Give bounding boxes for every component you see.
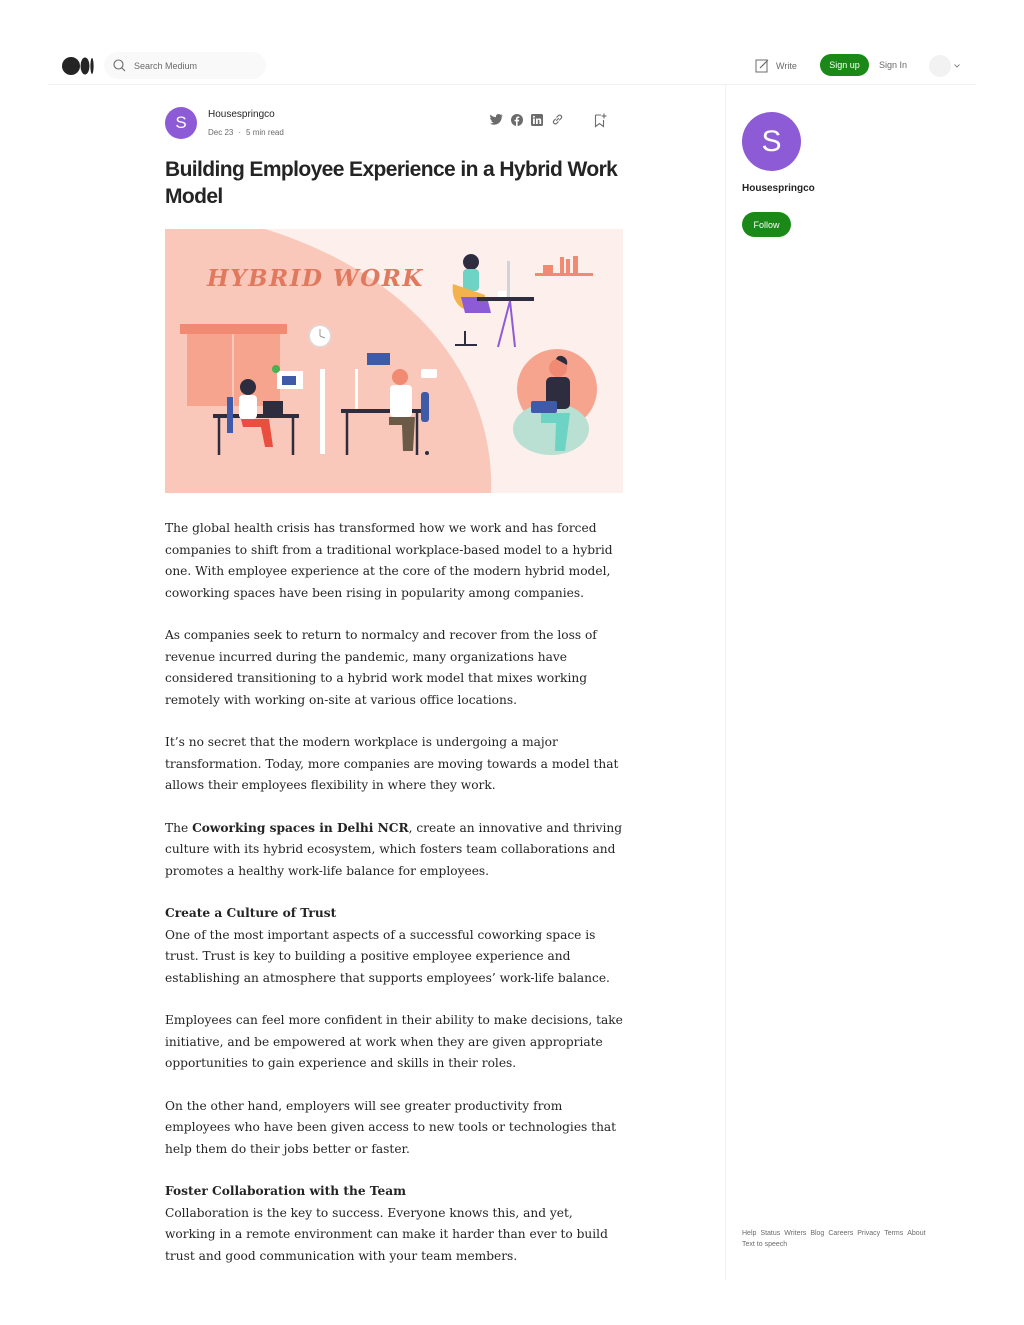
copy-link-icon[interactable] [551, 113, 564, 126]
article-meta [208, 128, 284, 137]
paragraph-text: , create an innovative and thriving culture with its hybrid ecosystem, which fosters team collaborations and promotes a healthy work-life balance for employees. [165, 820, 623, 878]
search-box[interactable] [104, 52, 266, 79]
inline-strong-link[interactable]: Coworking spaces in Delhi NCR [192, 820, 409, 835]
linkedin-icon[interactable] [531, 114, 543, 126]
bookmark-add-icon[interactable] [594, 113, 607, 133]
facebook-icon[interactable] [511, 114, 523, 126]
search-input[interactable] [134, 57, 254, 74]
footer-link-privacy[interactable]: Privacy [857, 1230, 881, 1237]
paragraph: Employees can feel more confident in their ability to make decisions, take initiative, and be empowered at work when they are given appropriate opportunities to gain experience and skills in their roles. [165, 1013, 623, 1070]
footer-link-help[interactable]: Help [742, 1230, 757, 1237]
share-bar [490, 113, 564, 126]
footer-link-text-to-speech[interactable]: Text to speech [742, 1241, 788, 1248]
section [165, 1181, 623, 1267]
read-time: 5 min read [246, 128, 284, 137]
write-icon [755, 58, 770, 73]
chevron-down-icon [954, 64, 960, 68]
paragraph-text: The [165, 820, 193, 835]
author-name[interactable]: Housespringco [208, 109, 275, 120]
footer-link-blog[interactable]: Blog [810, 1230, 825, 1237]
paragraph: As companies seek to return to normalcy and recover from the loss of revenue incurred during the pandemic, many organizations have considered transitioning to a hybrid work model that mixes working remotely with working on-site at various office locations. [165, 628, 597, 707]
section [165, 903, 623, 989]
paragraph: On the other hand, employers will see greater productivity from employees who have been given access to new tools or technologies that help them do their jobs better or faster. [165, 1098, 617, 1156]
paragraph [165, 818, 623, 883]
avatar [929, 55, 951, 77]
hero-text: HYBRID WORK [207, 265, 424, 292]
search-icon [113, 59, 126, 72]
sign-in-link[interactable]: Sign In [879, 60, 908, 70]
section-heading: Foster Collaboration with the Team [165, 1184, 407, 1198]
write-button[interactable] [755, 58, 797, 73]
twitter-icon[interactable] [490, 114, 503, 125]
article-body [165, 518, 623, 1288]
write-label: Write [776, 60, 797, 71]
top-nav [48, 44, 976, 85]
footer-link-careers[interactable]: Careers [828, 1230, 854, 1237]
footer-link-status[interactable]: Status [760, 1230, 781, 1237]
medium-logo-icon[interactable] [62, 57, 94, 75]
meta-separator: · [238, 128, 242, 137]
section-heading: Create a Culture of Trust [165, 906, 337, 920]
footer-link-about[interactable]: About [907, 1230, 926, 1237]
footer-links [742, 1228, 952, 1250]
follow-button[interactable]: Follow [742, 212, 791, 237]
paragraph: It’s no secret that the modern workplace is undergoing a major transformation. Today, more companies are moving towards a model that allows their employees flexibility in where they work. [165, 735, 619, 792]
article-title: Building Employee Experience in a Hybrid Work Model [165, 158, 618, 208]
sidebar-author-avatar[interactable]: S [742, 112, 801, 171]
user-menu[interactable] [929, 55, 960, 77]
author-avatar[interactable]: S [165, 107, 197, 139]
sidebar-author-name[interactable]: Housespringco [742, 183, 815, 194]
paragraph-text: One of the most important aspects of a successful coworking space is trust. Trust is key to building a positive employee experience and establishing an atmosphere that supports employees’ work-life balance. [165, 927, 610, 985]
paragraph: The global health crisis has transformed how we work and has forced companies to shift from a traditional workplace-based model to a hybrid one. With employee experience at the core of the modern hybrid model, coworking spaces have been rising in popularity among companies. [165, 521, 613, 600]
sidebar-divider [725, 85, 726, 1280]
hero-image [165, 229, 623, 493]
footer-link-writers[interactable]: Writers [784, 1230, 807, 1237]
publish-date: Dec 23 [208, 128, 234, 137]
sign-up-button[interactable]: Sign up [820, 54, 869, 76]
footer-link-terms[interactable]: Terms [884, 1230, 904, 1237]
paragraph-text: Collaboration is the key to success. Everyone knows this, and yet, working in a remote environment can make it harder than ever to build trust and good communication with your team members. [165, 1205, 608, 1263]
